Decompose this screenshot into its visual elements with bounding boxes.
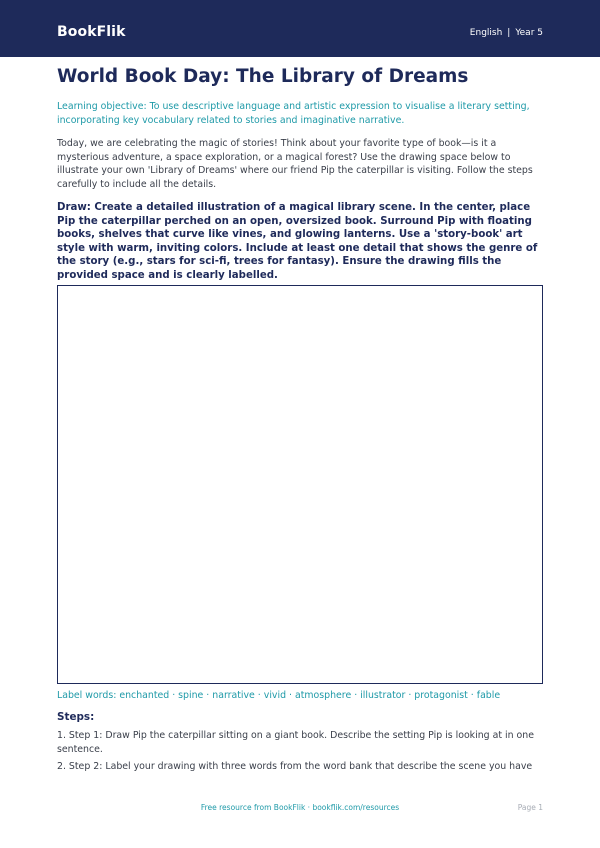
label-word-bank: Label words: enchanted · spine · narrative · vivid · atmosphere · illustrator · protagonist · fable <box>57 690 501 701</box>
steps-heading: Steps: <box>57 711 95 723</box>
footer-resource-link[interactable]: Free resource from BookFlik · bookflik.com/resources <box>200 803 400 812</box>
step-item: 1. Step 1: Draw Pip the caterpillar sitting on a giant book. Describe the setting Pip is looking at in one sentence. <box>57 730 534 755</box>
drawing-area[interactable] <box>57 285 543 684</box>
brand-logo: BookFlik <box>57 24 126 40</box>
year-label: Year 5 <box>515 28 543 38</box>
subject-label: English <box>469 28 503 38</box>
step-item: 2. Step 2: Label your drawing with three words from the word bank that describe the scene you have <box>57 761 533 772</box>
learning-objective: Learning objective: To use descriptive language and artistic expression to visualise a literary setting, incorporating key vocabulary related to stories and imaginative narrative. <box>57 101 530 126</box>
separator: | <box>507 28 511 38</box>
steps-list <box>57 729 547 778</box>
page-number: Page 1 <box>517 803 543 812</box>
worksheet-title: World Book Day: The Library of Dreams <box>57 66 469 87</box>
draw-instruction: Draw: Create a detailed illustration of a magical library scene. In the center, place Pip the caterpillar perched on an open, oversized book. Surround Pip with floating books, shelves that curve like vines, and glowing lanterns. Use a 'story-book' art style with warm, inviting colors. Include at least one detail that shows the genre of the story (e.g., stars for sci-fi, trees for fantasy). Ensure the drawing fills the provided space and is clearly labelled. <box>57 202 538 281</box>
header-bar <box>0 0 600 57</box>
subject-year-label <box>470 26 543 40</box>
intro-paragraph: Today, we are celebrating the magic of stories! Think about your favorite type of book—is it a mysterious adventure, a space exploration, or a magical forest? Use the drawing space below to illustrate your own 'Library of Dreams' where our friend Pip the caterpillar is visiting. Follow the steps carefully to include all the details. <box>57 138 533 190</box>
